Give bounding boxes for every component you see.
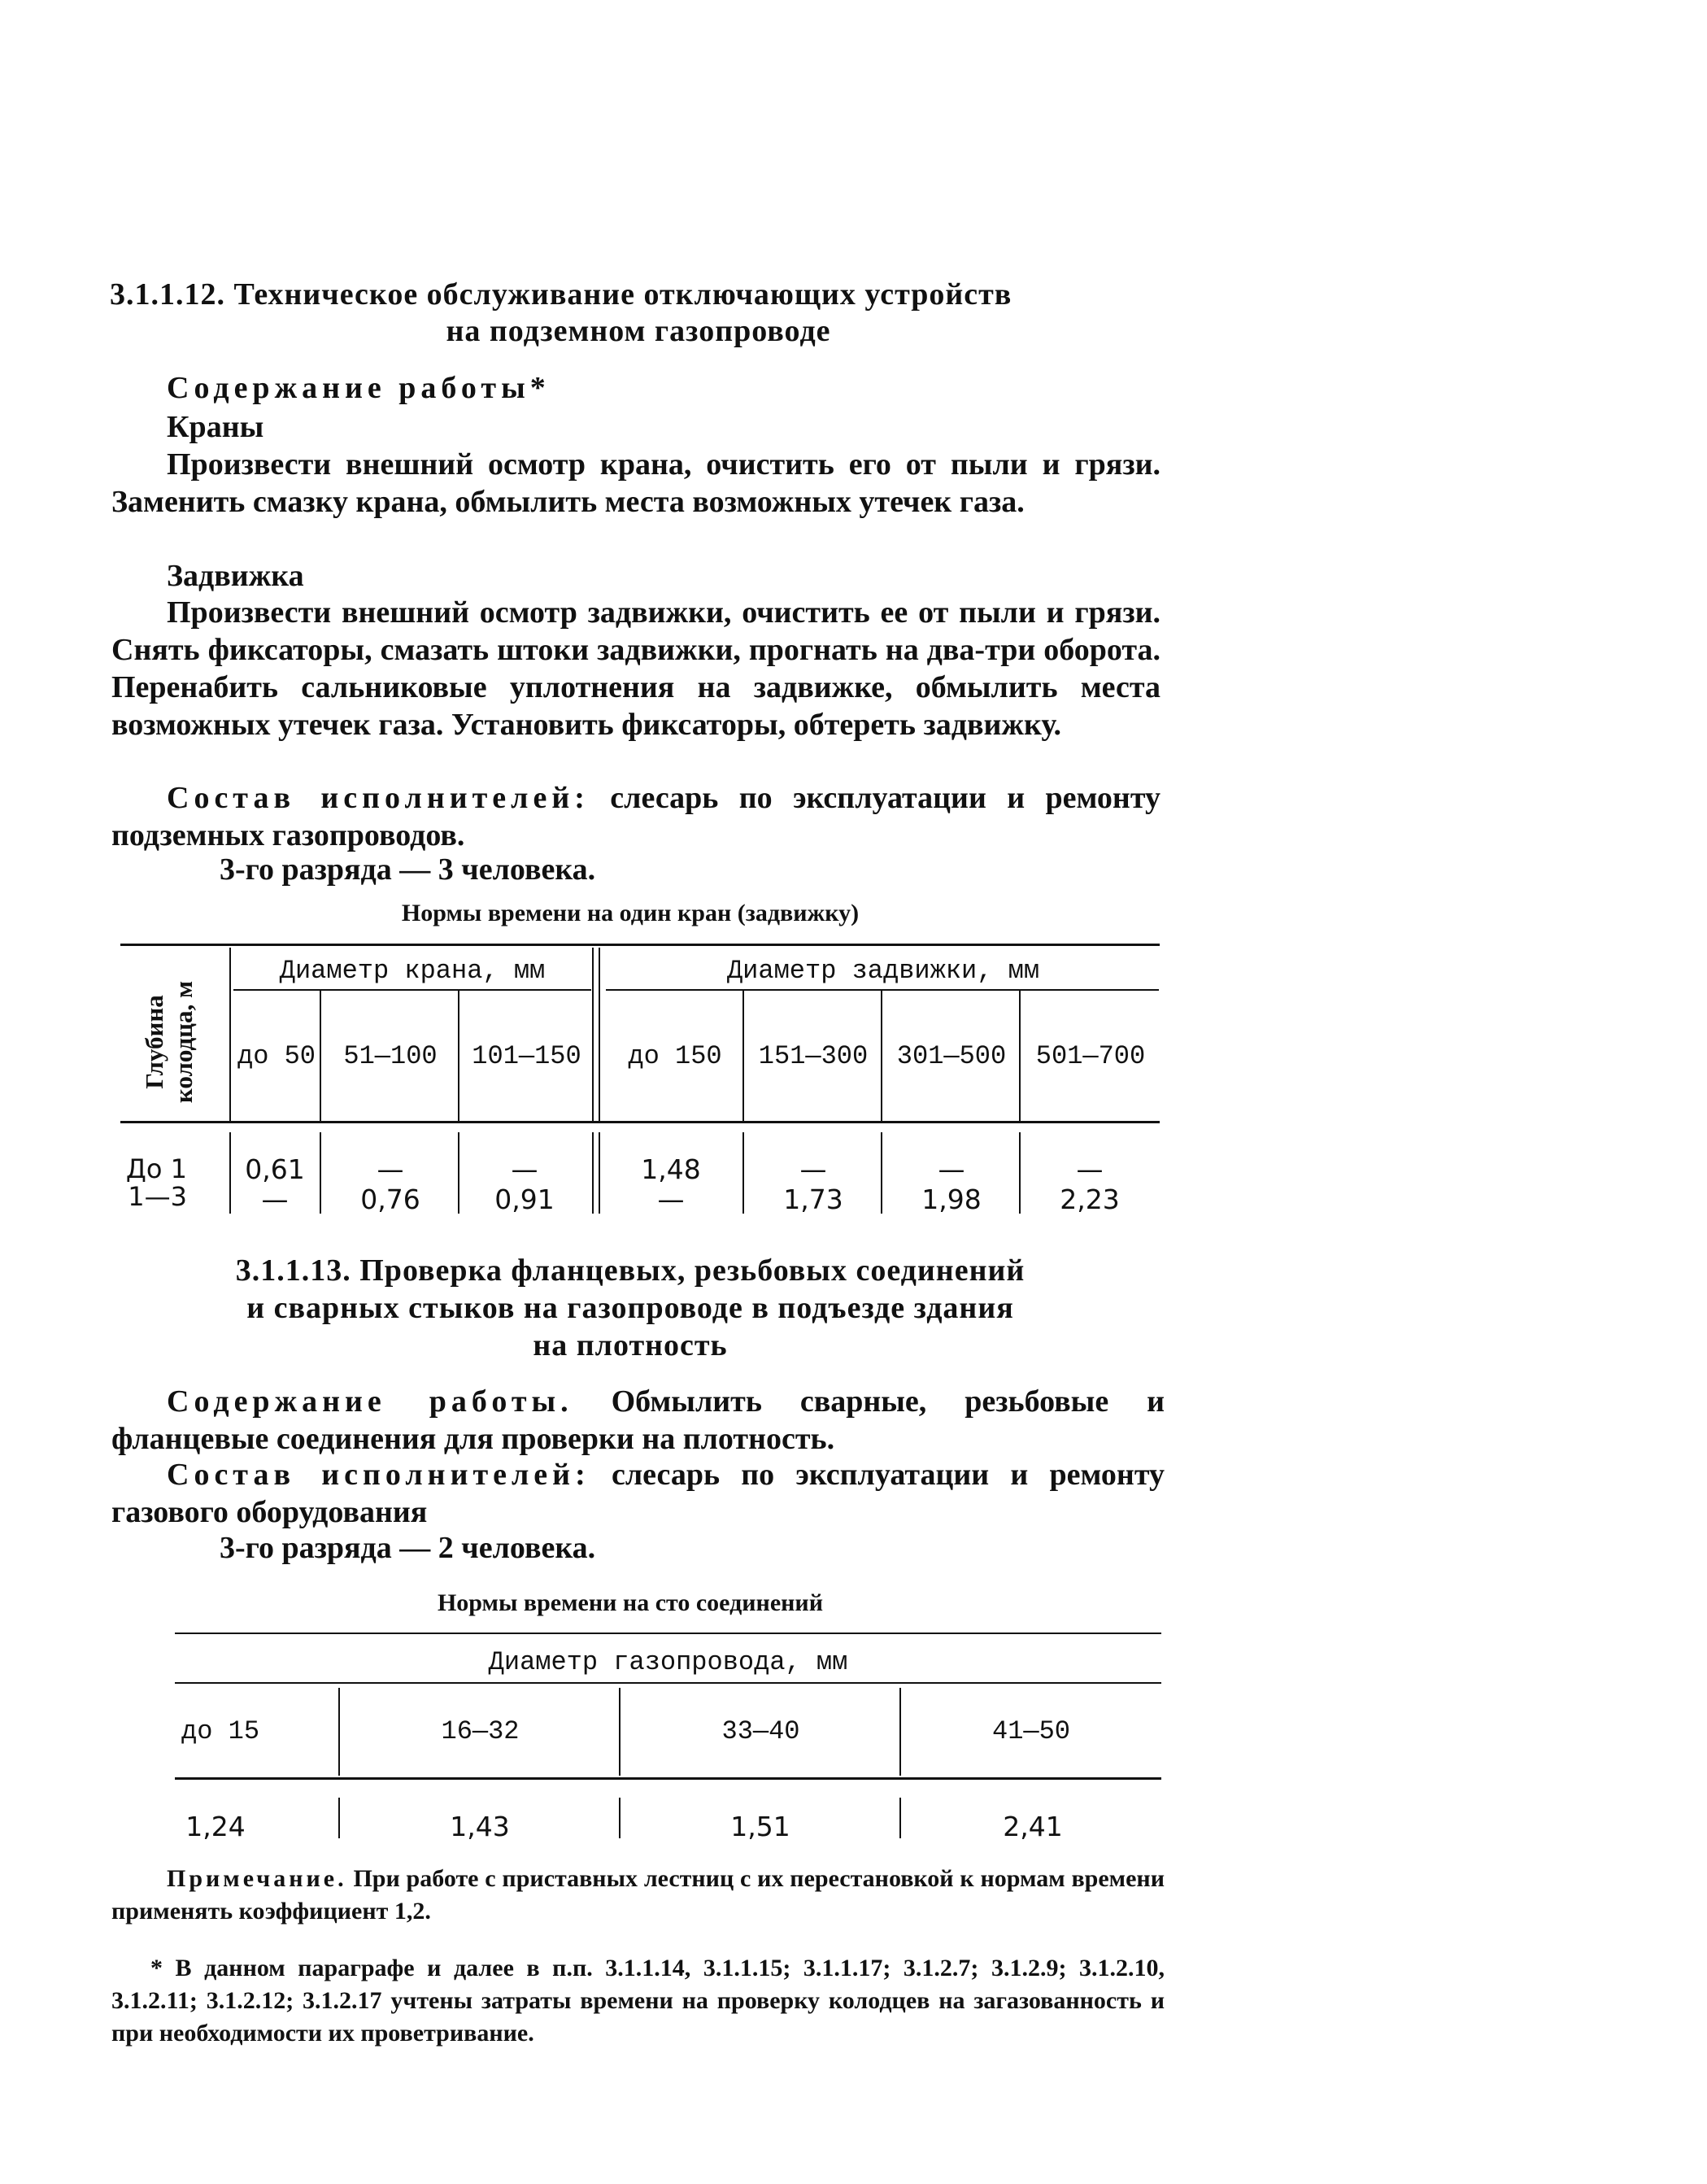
table-1-top-rule <box>120 944 1160 946</box>
table-1-col-header: до 150 <box>628 1041 722 1071</box>
section-1-staff <box>111 779 1160 854</box>
table-1-cell: — <box>377 1153 404 1185</box>
section-1-staff-text: слесарь по эксплуатации и ремонту подземных газопроводов. <box>111 781 1160 852</box>
section-2-heading-line2: и сварных стыков на газопроводе в подъезде здания <box>246 1291 1014 1325</box>
table-1-group-crane: Диаметр крана, мм <box>279 956 546 986</box>
table-1-col-header: 101—150 <box>472 1041 581 1071</box>
table-2-header-rule <box>175 1777 1161 1780</box>
note-text: При работе с приставных лестниц с их перестановкой к нормам времени применять коэффициент 1,2. <box>111 1865 1165 1925</box>
section-2-heading-line1: 3.1.1.13. Проверка фланцевых, резьбовых соединений <box>235 1253 1026 1288</box>
section-1-staff-grade: 3-го разряда — 3 человека. <box>220 852 596 887</box>
note <box>111 1863 1165 1928</box>
section-2-content-text: Обмылить сварные, резьбовые и фланцевые соединения для проверки на плотность. <box>111 1384 1165 1456</box>
section-1-content-label: Содержание работы* <box>167 371 551 405</box>
table-1-row-depth: 1—3 <box>128 1181 187 1212</box>
table-1-cell: 0,91 <box>494 1184 555 1215</box>
section-2-staff-label: Состав исполнителей: <box>167 1458 590 1492</box>
table-1-col-header: 51—100 <box>343 1041 438 1071</box>
valve-title: Задвижка <box>167 559 304 593</box>
table-1-header-rule <box>120 1121 1160 1123</box>
section-1-heading-line2: на подземном газопроводе <box>446 314 831 348</box>
table-2-cell: 1,24 <box>185 1811 246 1842</box>
table-1-row-depth: До 1 <box>125 1153 187 1184</box>
table-2-group-header: Диаметр газопровода, мм <box>488 1647 848 1677</box>
section-2-staff-text: слесарь по эксплуатации и ремонту газового оборудования <box>111 1458 1165 1529</box>
section-2-staff-grade: 3-го разряда — 2 человека. <box>220 1531 596 1565</box>
section-1-staff-label: Состав исполнителей: <box>167 781 590 815</box>
table-2-col-header: 16—32 <box>441 1716 520 1746</box>
table-2-col-header: 41—50 <box>991 1716 1070 1746</box>
table-1-cell: — <box>1076 1153 1104 1185</box>
table-1-col-header: 501—700 <box>1035 1041 1146 1071</box>
table-2-cell: 2,41 <box>1003 1811 1063 1842</box>
row-header-line2: колодца, м <box>169 980 198 1103</box>
table-1-group-rule-right <box>606 989 1159 991</box>
table-1-col-header: 301—500 <box>896 1041 1007 1071</box>
table-1-cell: 2,23 <box>1060 1184 1120 1215</box>
table-1-row-header <box>128 962 210 1121</box>
section-2-content-label: Содержание работы. <box>167 1384 573 1419</box>
table-2-cell: 1,43 <box>450 1811 510 1842</box>
table-1-caption: Нормы времени на один кран (задвижку) <box>401 900 860 926</box>
table-2-col-header: 33—40 <box>721 1716 800 1746</box>
section-2-heading-line3: на плотность <box>533 1328 728 1362</box>
table-1-cell: 0,61 <box>245 1153 305 1185</box>
table-1-group-rule-left <box>233 989 591 991</box>
cranes-title: Краны <box>167 410 264 444</box>
table-2-top-rule <box>175 1633 1161 1634</box>
table-1-cell: 0,76 <box>360 1184 420 1215</box>
table-1-cell: — <box>261 1184 289 1215</box>
table-1-cell: — <box>938 1153 965 1185</box>
section-2-content <box>111 1383 1165 1458</box>
table-1-cell: 1,98 <box>921 1184 982 1215</box>
table-1-cell: — <box>511 1153 538 1185</box>
table-1-group-valve: Диаметр задвижки, мм <box>726 956 1040 986</box>
table-2-cell: 1,51 <box>730 1811 790 1842</box>
footnote: * В данном параграфе и далее в п.п. 3.1.1.14, 3.1.1.15; 3.1.1.17; 3.1.2.7; 3.1.2.9; 3.1.2.10, 3.1.2.11; 3.1.2.12; 3.1.2.17 учтены затраты времени на проверку колодцев на загазованность и при необходимости их проветривание. <box>111 1955 1165 2047</box>
table-1-col-header: 151—300 <box>758 1041 869 1071</box>
table-1-cell: — <box>799 1153 827 1185</box>
table-1-cell: 1,48 <box>641 1153 701 1185</box>
table-1-col-header: до 50 <box>237 1041 316 1071</box>
table-1-cell: — <box>657 1184 685 1215</box>
section-2-staff <box>111 1456 1165 1531</box>
table-2-col-header: до 15 <box>181 1716 260 1746</box>
cranes-text: Произвести внешний осмотр крана, очистить его от пыли и грязи. Заменить смазку крана, обмылить места возможных утечек газа. <box>111 447 1160 519</box>
table-1-cell: 1,73 <box>783 1184 843 1215</box>
note-label: Примечание. <box>167 1865 347 1892</box>
valve-text: Произвести внешний осмотр задвижки, очистить ее от пыли и грязи. Снять фиксаторы, смазать штоки задвижки, прогнать на два-три оборота. Перенабить сальниковые уплотнения на задвижке, обмылить места возможных утечек газа. Установить фиксаторы, обтереть задвижку. <box>111 595 1160 742</box>
section-1-heading-line1: 3.1.1.12. Техническое обслуживание отключающих устройств <box>110 277 1012 312</box>
table-2-caption: Нормы времени на сто соединений <box>437 1589 824 1616</box>
table-2-group-rule <box>175 1682 1161 1684</box>
row-header-line1: Глубина <box>140 994 168 1089</box>
